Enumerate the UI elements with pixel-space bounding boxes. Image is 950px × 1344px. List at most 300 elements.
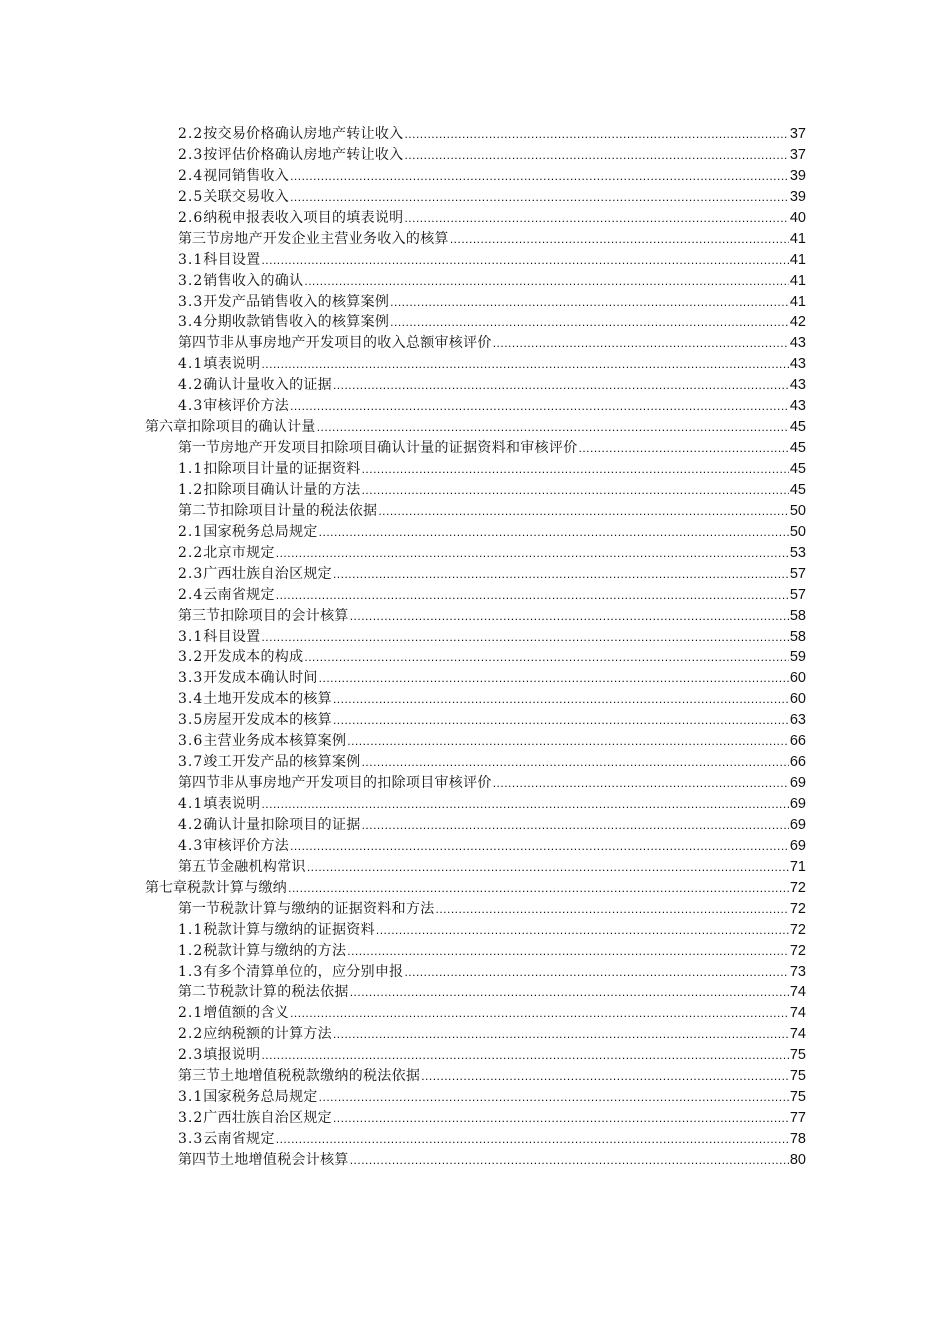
toc-entry-title: 国家税务总局规定 — [203, 523, 318, 540]
toc-entry-line — [178, 941, 806, 962]
toc-entry-section[interactable] — [0, 857, 950, 878]
toc-entry-page-number: 43 — [789, 356, 806, 373]
toc-entry-page-number: 43 — [789, 377, 806, 394]
toc-entry-page-number: 73 — [789, 963, 806, 980]
toc-entry-title: 云南省规定 — [203, 1131, 275, 1147]
toc-entry-line — [178, 1066, 806, 1087]
toc-entry-title: 填表说明 — [203, 796, 261, 812]
toc-entry-page-number: 57 — [789, 586, 806, 603]
toc-dot-leader — [390, 312, 789, 333]
toc-dot-leader — [450, 229, 789, 250]
toc-entry-line — [178, 1108, 806, 1129]
toc-dot-leader — [333, 710, 789, 731]
toc-entry-number: 3.6 — [178, 733, 204, 750]
toc-entry-title: 国家税务总局规定 — [203, 1089, 318, 1106]
toc-entry-page-number: 74 — [789, 984, 806, 1001]
toc-entry-number: 1.2 — [178, 942, 204, 959]
toc-entry-title: 纳税申报表收入项目的填表说明 — [203, 209, 404, 226]
toc-dot-leader — [319, 668, 789, 689]
toc-entry-page-number: 41 — [789, 230, 806, 247]
toc-entry-number: 3.1 — [178, 628, 204, 645]
toc-entry-section[interactable] — [0, 773, 950, 794]
toc-entry-page-number: 41 — [789, 251, 806, 268]
toc-dot-leader — [493, 333, 789, 354]
toc-entry-title: 按交易价格确认房地产转让收入 — [203, 126, 404, 142]
toc-entry-number: 2.3 — [178, 565, 204, 582]
toc-entry-line — [145, 417, 806, 438]
toc-dot-leader — [290, 1003, 789, 1024]
toc-entry-item[interactable] — [0, 292, 950, 313]
toc-entry-title: 非从事房地产开发项目的收入总额审核评价 — [220, 335, 492, 352]
toc-entry-title: 开发成本的构成 — [203, 649, 304, 666]
toc-entry-title: 按评估价格确认房地产转让收入 — [203, 146, 404, 163]
toc-entry-title: 土地开发成本的核算 — [203, 691, 332, 708]
toc-entry-number: 第三节 — [178, 230, 220, 247]
toc-entry-item[interactable] — [0, 815, 950, 836]
toc-entry-item[interactable] — [0, 312, 950, 333]
toc-entry-item[interactable] — [0, 710, 950, 731]
toc-entry-title: 云南省规定 — [203, 586, 275, 603]
toc-entry-item[interactable] — [0, 564, 950, 585]
toc-dot-leader — [307, 857, 789, 878]
toc-entry-line — [178, 208, 806, 229]
toc-dot-leader — [390, 292, 789, 313]
toc-entry-title: 税款计算与缴纳的证据资料和方法 — [220, 900, 435, 917]
toc-entry-number: 2.3 — [178, 146, 204, 163]
toc-entry-page-number: 39 — [789, 167, 806, 184]
toc-entry-page-number: 69 — [789, 775, 806, 792]
toc-dot-leader — [304, 647, 788, 668]
toc-entry-item[interactable] — [0, 375, 950, 396]
toc-entry-number: 1.2 — [178, 481, 204, 498]
toc-dot-leader — [290, 166, 789, 187]
toc-entry-chapter[interactable] — [0, 417, 950, 438]
toc-entry-title: 审核评价方法 — [203, 837, 290, 854]
toc-entry-item[interactable] — [0, 836, 950, 857]
toc-dot-leader — [333, 564, 789, 585]
toc-entry-item[interactable] — [0, 627, 950, 648]
toc-entry-page-number: 41 — [789, 272, 806, 289]
toc-entry-line — [178, 857, 806, 878]
toc-entry-line — [178, 250, 806, 271]
toc-entry-title: 扣除项目计量的税法依据 — [220, 502, 378, 519]
toc-entry-number: 4.1 — [178, 796, 204, 812]
toc-dot-leader — [304, 271, 788, 292]
toc-entry-page-number: 45 — [789, 440, 806, 457]
toc-entry-number: 2.2 — [178, 1026, 204, 1043]
toc-entry-page-number: 45 — [789, 461, 806, 477]
toc-entry-page-number: 53 — [789, 544, 806, 561]
toc-dot-leader — [362, 480, 789, 501]
toc-entry-line — [178, 1045, 806, 1066]
toc-entry-page-number: 37 — [789, 146, 806, 163]
toc-dot-leader — [319, 522, 789, 543]
toc-entry-title: 主营业务成本核算案例 — [203, 733, 347, 750]
toc-entry-page-number: 43 — [789, 398, 806, 415]
toc-entry-section[interactable] — [0, 1066, 950, 1087]
toc-entry-number: 第二节 — [178, 984, 220, 1001]
toc-entry-section[interactable] — [0, 229, 950, 250]
toc-entry-page-number: 50 — [789, 523, 806, 540]
toc-entry-line — [178, 689, 806, 710]
toc-entry-section[interactable] — [0, 438, 950, 459]
toc-entry-title: 税款计算的税法依据 — [220, 984, 349, 1001]
toc-entry-line — [178, 836, 806, 857]
toc-entry-number: 2.2 — [178, 544, 204, 561]
toc-dot-leader — [333, 1108, 789, 1129]
toc-entry-page-number: 60 — [789, 670, 806, 687]
toc-entry-line — [178, 1024, 806, 1045]
toc-dot-leader — [362, 752, 789, 773]
toc-entry-line — [178, 606, 806, 627]
toc-entry-line — [178, 459, 806, 480]
toc-entry-item[interactable] — [0, 208, 950, 229]
toc-entry-number: 3.3 — [178, 670, 204, 687]
toc-entry-line — [178, 1003, 806, 1024]
toc-dot-leader — [421, 1066, 789, 1087]
toc-entry-line — [178, 124, 806, 145]
toc-entry-title: 审核评价方法 — [203, 398, 290, 415]
toc-entry-line — [178, 543, 806, 564]
toc-entry-page-number: 78 — [789, 1131, 806, 1147]
toc-dot-leader — [261, 1045, 788, 1066]
toc-entry-line — [178, 1150, 806, 1171]
toc-entry-item[interactable] — [0, 1087, 950, 1108]
toc-entry-section[interactable] — [0, 333, 950, 354]
toc-entry-number: 3.2 — [178, 649, 204, 666]
toc-entry-title: 税款计算与缴纳 — [187, 879, 288, 896]
toc-entry-page-number: 60 — [789, 691, 806, 708]
toc-dot-leader — [404, 962, 788, 983]
toc-entry-number: 3.7 — [178, 754, 204, 771]
toc-entry-number: 4.2 — [178, 377, 204, 394]
toc-entry-line — [178, 752, 806, 773]
toc-entry-title: 填报说明 — [203, 1047, 261, 1064]
toc-entry-page-number: 45 — [789, 481, 806, 498]
toc-entry-line — [178, 1129, 806, 1150]
toc-dot-leader — [333, 1024, 789, 1045]
toc-entry-line — [178, 522, 806, 543]
toc-entry-number: 第七章 — [145, 879, 187, 896]
toc-entry-item[interactable] — [0, 962, 950, 983]
toc-entry-title: 开发产品销售收入的核算案例 — [203, 293, 390, 310]
toc-entry-line — [178, 1087, 806, 1108]
toc-entry-number: 2.4 — [178, 586, 204, 603]
toc-entry-title: 土地增值税会计核算 — [220, 1151, 349, 1168]
toc-entry-page-number: 43 — [789, 335, 806, 352]
toc-entry-page-number: 74 — [789, 1026, 806, 1043]
toc-dot-leader — [261, 794, 788, 815]
toc-entry-page-number: 75 — [789, 1047, 806, 1064]
toc-entry-title: 非从事房地产开发项目的扣除项目审核评价 — [220, 775, 492, 792]
toc-dot-leader — [362, 815, 789, 836]
toc-entry-title: 分期收款销售收入的核算案例 — [203, 314, 390, 331]
toc-entry-line — [178, 166, 806, 187]
toc-entry-title: 房屋开发成本的核算 — [203, 712, 332, 729]
toc-entry-line — [178, 375, 806, 396]
toc-entry-number: 2.6 — [178, 209, 204, 226]
toc-entry-number: 4.1 — [178, 356, 204, 373]
toc-entry-item[interactable] — [0, 145, 950, 166]
toc-entry-line — [178, 354, 806, 375]
toc-entry-number: 3.4 — [178, 691, 204, 708]
toc-entry-page-number: 72 — [789, 942, 806, 959]
toc-dot-leader — [579, 438, 789, 459]
toc-entry-number: 3.2 — [178, 272, 204, 289]
toc-entry-number: 1.3 — [178, 963, 204, 980]
toc-entry-item[interactable] — [0, 271, 950, 292]
toc-entry-item[interactable] — [0, 647, 950, 668]
toc-entry-line — [178, 312, 806, 333]
toc-entry-line — [178, 899, 806, 920]
toc-entry-line — [178, 982, 806, 1003]
toc-entry-section[interactable] — [0, 899, 950, 920]
toc-entry-number: 4.3 — [178, 398, 204, 415]
toc-entry-item[interactable] — [0, 124, 950, 145]
toc-entry-number: 2.1 — [178, 1005, 204, 1022]
toc-entry-number: 4.2 — [178, 816, 204, 833]
toc-entry-line — [145, 878, 806, 899]
toc-entry-item[interactable] — [0, 543, 950, 564]
toc-entry-page-number: 77 — [789, 1110, 806, 1127]
toc-entry-line — [178, 564, 806, 585]
toc-entry-item[interactable] — [0, 354, 950, 375]
toc-dot-leader — [333, 375, 789, 396]
toc-entry-item[interactable] — [0, 396, 950, 417]
toc-entry-item[interactable] — [0, 480, 950, 501]
toc-entry-title: 扣除项目的会计核算 — [220, 607, 349, 624]
toc-entry-title: 广西壮族自治区规定 — [203, 565, 332, 582]
toc-entry-page-number: 42 — [789, 314, 806, 331]
toc-entry-page-number: 69 — [789, 816, 806, 833]
toc-dot-leader — [317, 417, 789, 438]
toc-entry-section[interactable] — [0, 501, 950, 522]
toc-dot-leader — [276, 585, 789, 606]
toc-entry-title: 关联交易收入 — [203, 188, 290, 205]
toc-entry-line — [178, 815, 806, 836]
toc-entry-line — [178, 145, 806, 166]
toc-entry-number: 2.5 — [178, 188, 204, 205]
toc-entry-title: 确认计量收入的证据 — [203, 377, 332, 394]
toc-dot-leader — [404, 208, 788, 229]
toc-entry-line — [178, 480, 806, 501]
toc-entry-page-number: 41 — [789, 293, 806, 310]
toc-entry-line — [178, 438, 806, 459]
toc-entry-number: 第四节 — [178, 775, 220, 792]
toc-dot-leader — [333, 689, 789, 710]
toc-entry-line — [178, 627, 806, 648]
toc-entry-item[interactable] — [0, 250, 950, 271]
toc-entry-number: 2.3 — [178, 1047, 204, 1064]
toc-entry-title: 科目设置 — [203, 251, 261, 268]
toc-entry-page-number: 40 — [789, 209, 806, 226]
toc-dot-leader — [350, 1150, 789, 1171]
toc-entry-title: 竣工开发产品的核算案例 — [203, 754, 361, 771]
toc-entry-page-number: 57 — [789, 565, 806, 582]
toc-entry-title: 视同销售收入 — [203, 167, 290, 184]
toc-entry-item[interactable] — [0, 1024, 950, 1045]
toc-entry-line — [178, 396, 806, 417]
toc-dot-leader — [276, 543, 789, 564]
toc-entry-number: 3.3 — [178, 1131, 204, 1147]
toc-entry-number: 第四节 — [178, 335, 220, 352]
toc-entry-item[interactable] — [0, 1045, 950, 1066]
toc-entry-title: 北京市规定 — [203, 544, 275, 561]
toc-entry-page-number: 69 — [789, 837, 806, 854]
toc-entry-number: 3.3 — [178, 293, 204, 310]
toc-entry-page-number: 69 — [789, 796, 806, 812]
toc-dot-leader — [404, 145, 788, 166]
toc-entry-number: 3.4 — [178, 314, 204, 331]
toc-entry-title: 开发成本确认时间 — [203, 670, 318, 687]
toc-entry-page-number: 80 — [789, 1151, 806, 1168]
toc-dot-leader — [290, 187, 789, 208]
toc-entry-line — [178, 773, 806, 794]
toc-dot-leader — [290, 836, 789, 857]
toc-dot-leader — [378, 501, 789, 522]
toc-entry-number: 3.2 — [178, 1110, 204, 1127]
toc-entry-number: 1.1 — [178, 461, 204, 477]
toc-entry-line — [178, 710, 806, 731]
toc-entry-number: 2.1 — [178, 523, 204, 540]
toc-entry-page-number: 71 — [789, 858, 806, 875]
toc-dot-leader — [347, 731, 789, 752]
toc-entry-title: 增值额的含义 — [203, 1005, 290, 1022]
toc-entry-item[interactable] — [0, 1003, 950, 1024]
toc-entry-line — [178, 187, 806, 208]
toc-entry-item[interactable] — [0, 166, 950, 187]
toc-entry-line — [178, 647, 806, 668]
toc-entry-title: 税款计算与缴纳的证据资料 — [203, 921, 375, 938]
toc-dot-leader — [350, 606, 789, 627]
toc-entry-title: 扣除项目确认计量的方法 — [203, 481, 361, 498]
toc-entry-title: 填表说明 — [203, 356, 261, 373]
toc-dot-leader — [276, 1129, 789, 1150]
toc-entry-section[interactable] — [0, 982, 950, 1003]
toc-entry-page-number: 50 — [789, 502, 806, 519]
toc-entry-line — [178, 731, 806, 752]
toc-entry-number: 第二节 — [178, 502, 220, 519]
toc-entry-line — [178, 501, 806, 522]
toc-entry-title: 房地产开发企业主营业务收入的核算 — [220, 230, 449, 247]
toc-entry-item[interactable] — [0, 941, 950, 962]
toc-entry-item[interactable] — [0, 585, 950, 606]
toc-dot-leader — [404, 124, 788, 145]
toc-dot-leader — [376, 920, 789, 941]
toc-entry-line — [178, 962, 806, 983]
toc-entry-section[interactable] — [0, 606, 950, 627]
toc-entry-item[interactable] — [0, 459, 950, 480]
toc-entry-page-number: 58 — [789, 628, 806, 645]
toc-entry-number: 3.1 — [178, 251, 204, 268]
toc-dot-leader — [261, 627, 788, 648]
toc-entry-page-number: 39 — [789, 188, 806, 205]
toc-entry-line — [178, 292, 806, 313]
toc-entry-item[interactable] — [0, 522, 950, 543]
toc-entry-item[interactable] — [0, 668, 950, 689]
toc-entry-page-number: 59 — [789, 649, 806, 666]
toc-entry-number: 第一节 — [178, 440, 220, 457]
toc-entry-title: 土地增值税税款缴纳的税法依据 — [220, 1068, 421, 1085]
toc-entry-item[interactable] — [0, 689, 950, 710]
toc-entry-page-number: 75 — [789, 1068, 806, 1085]
toc-entry-line — [178, 333, 806, 354]
toc-dot-leader — [493, 773, 789, 794]
toc-entry-page-number: 72 — [789, 879, 806, 896]
toc-entry-page-number: 58 — [789, 607, 806, 624]
toc-entry-number: 第六章 — [145, 419, 187, 436]
toc-entry-number: 第五节 — [178, 858, 220, 875]
toc-entry-title: 有多个清算单位的，应分别申报 — [203, 963, 404, 980]
toc-entry-page-number: 37 — [789, 126, 806, 142]
toc-entry-title: 扣除项目的确认计量 — [187, 419, 316, 436]
toc-entry-title: 应纳税额的计算方法 — [203, 1026, 332, 1043]
toc-entry-item[interactable] — [0, 794, 950, 815]
toc-entry-item[interactable] — [0, 920, 950, 941]
toc-dot-leader — [288, 878, 789, 899]
toc-entry-number: 第三节 — [178, 607, 220, 624]
toc-entry-line — [178, 585, 806, 606]
toc-entry-title: 广西壮族自治区规定 — [203, 1110, 332, 1127]
toc-entry-number: 第一节 — [178, 900, 220, 917]
toc-entry-number: 1.1 — [178, 921, 204, 938]
toc-entry-line — [178, 794, 806, 815]
toc-entry-item[interactable] — [0, 1129, 950, 1150]
toc-dot-leader — [261, 354, 788, 375]
toc-entry-line — [178, 229, 806, 250]
toc-entry-title: 销售收入的确认 — [203, 272, 304, 289]
toc-entry-line — [178, 668, 806, 689]
toc-entry-page-number: 45 — [789, 419, 806, 436]
toc-entry-page-number: 72 — [789, 900, 806, 917]
toc-entry-number: 3.5 — [178, 712, 204, 729]
toc-dot-leader — [347, 941, 789, 962]
table-of-contents — [0, 124, 950, 1171]
toc-entry-line — [178, 920, 806, 941]
toc-entry-title: 确认计量扣除项目的证据 — [203, 816, 361, 833]
toc-entry-item[interactable] — [0, 731, 950, 752]
toc-entry-section[interactable] — [0, 1150, 950, 1171]
toc-entry-page-number: 63 — [789, 712, 806, 729]
toc-entry-chapter[interactable] — [0, 878, 950, 899]
toc-entry-title: 扣除项目计量的证据资料 — [203, 461, 361, 477]
toc-entry-number: 第四节 — [178, 1151, 220, 1168]
toc-entry-number: 第三节 — [178, 1068, 220, 1085]
toc-entry-page-number: 72 — [789, 921, 806, 938]
toc-entry-item[interactable] — [0, 1108, 950, 1129]
toc-entry-item[interactable] — [0, 187, 950, 208]
toc-entry-title: 房地产开发项目扣除项目确认计量的证据资料和审核评价 — [220, 440, 578, 457]
toc-dot-leader — [290, 396, 789, 417]
toc-dot-leader — [350, 982, 789, 1003]
toc-entry-number: 3.1 — [178, 1089, 204, 1106]
toc-entry-number: 4.3 — [178, 837, 204, 854]
toc-entry-title: 科目设置 — [203, 628, 261, 645]
toc-dot-leader — [319, 1087, 789, 1108]
toc-entry-page-number: 74 — [789, 1005, 806, 1022]
toc-entry-line — [178, 271, 806, 292]
toc-entry-page-number: 66 — [789, 754, 806, 771]
toc-dot-leader — [261, 250, 788, 271]
toc-entry-number: 2.2 — [178, 126, 204, 142]
toc-entry-number: 2.4 — [178, 167, 204, 184]
toc-entry-item[interactable] — [0, 752, 950, 773]
toc-dot-leader — [362, 459, 789, 480]
toc-entry-page-number: 66 — [789, 733, 806, 750]
toc-entry-title: 税款计算与缴纳的方法 — [203, 942, 347, 959]
toc-entry-page-number: 75 — [789, 1089, 806, 1106]
toc-dot-leader — [436, 899, 789, 920]
